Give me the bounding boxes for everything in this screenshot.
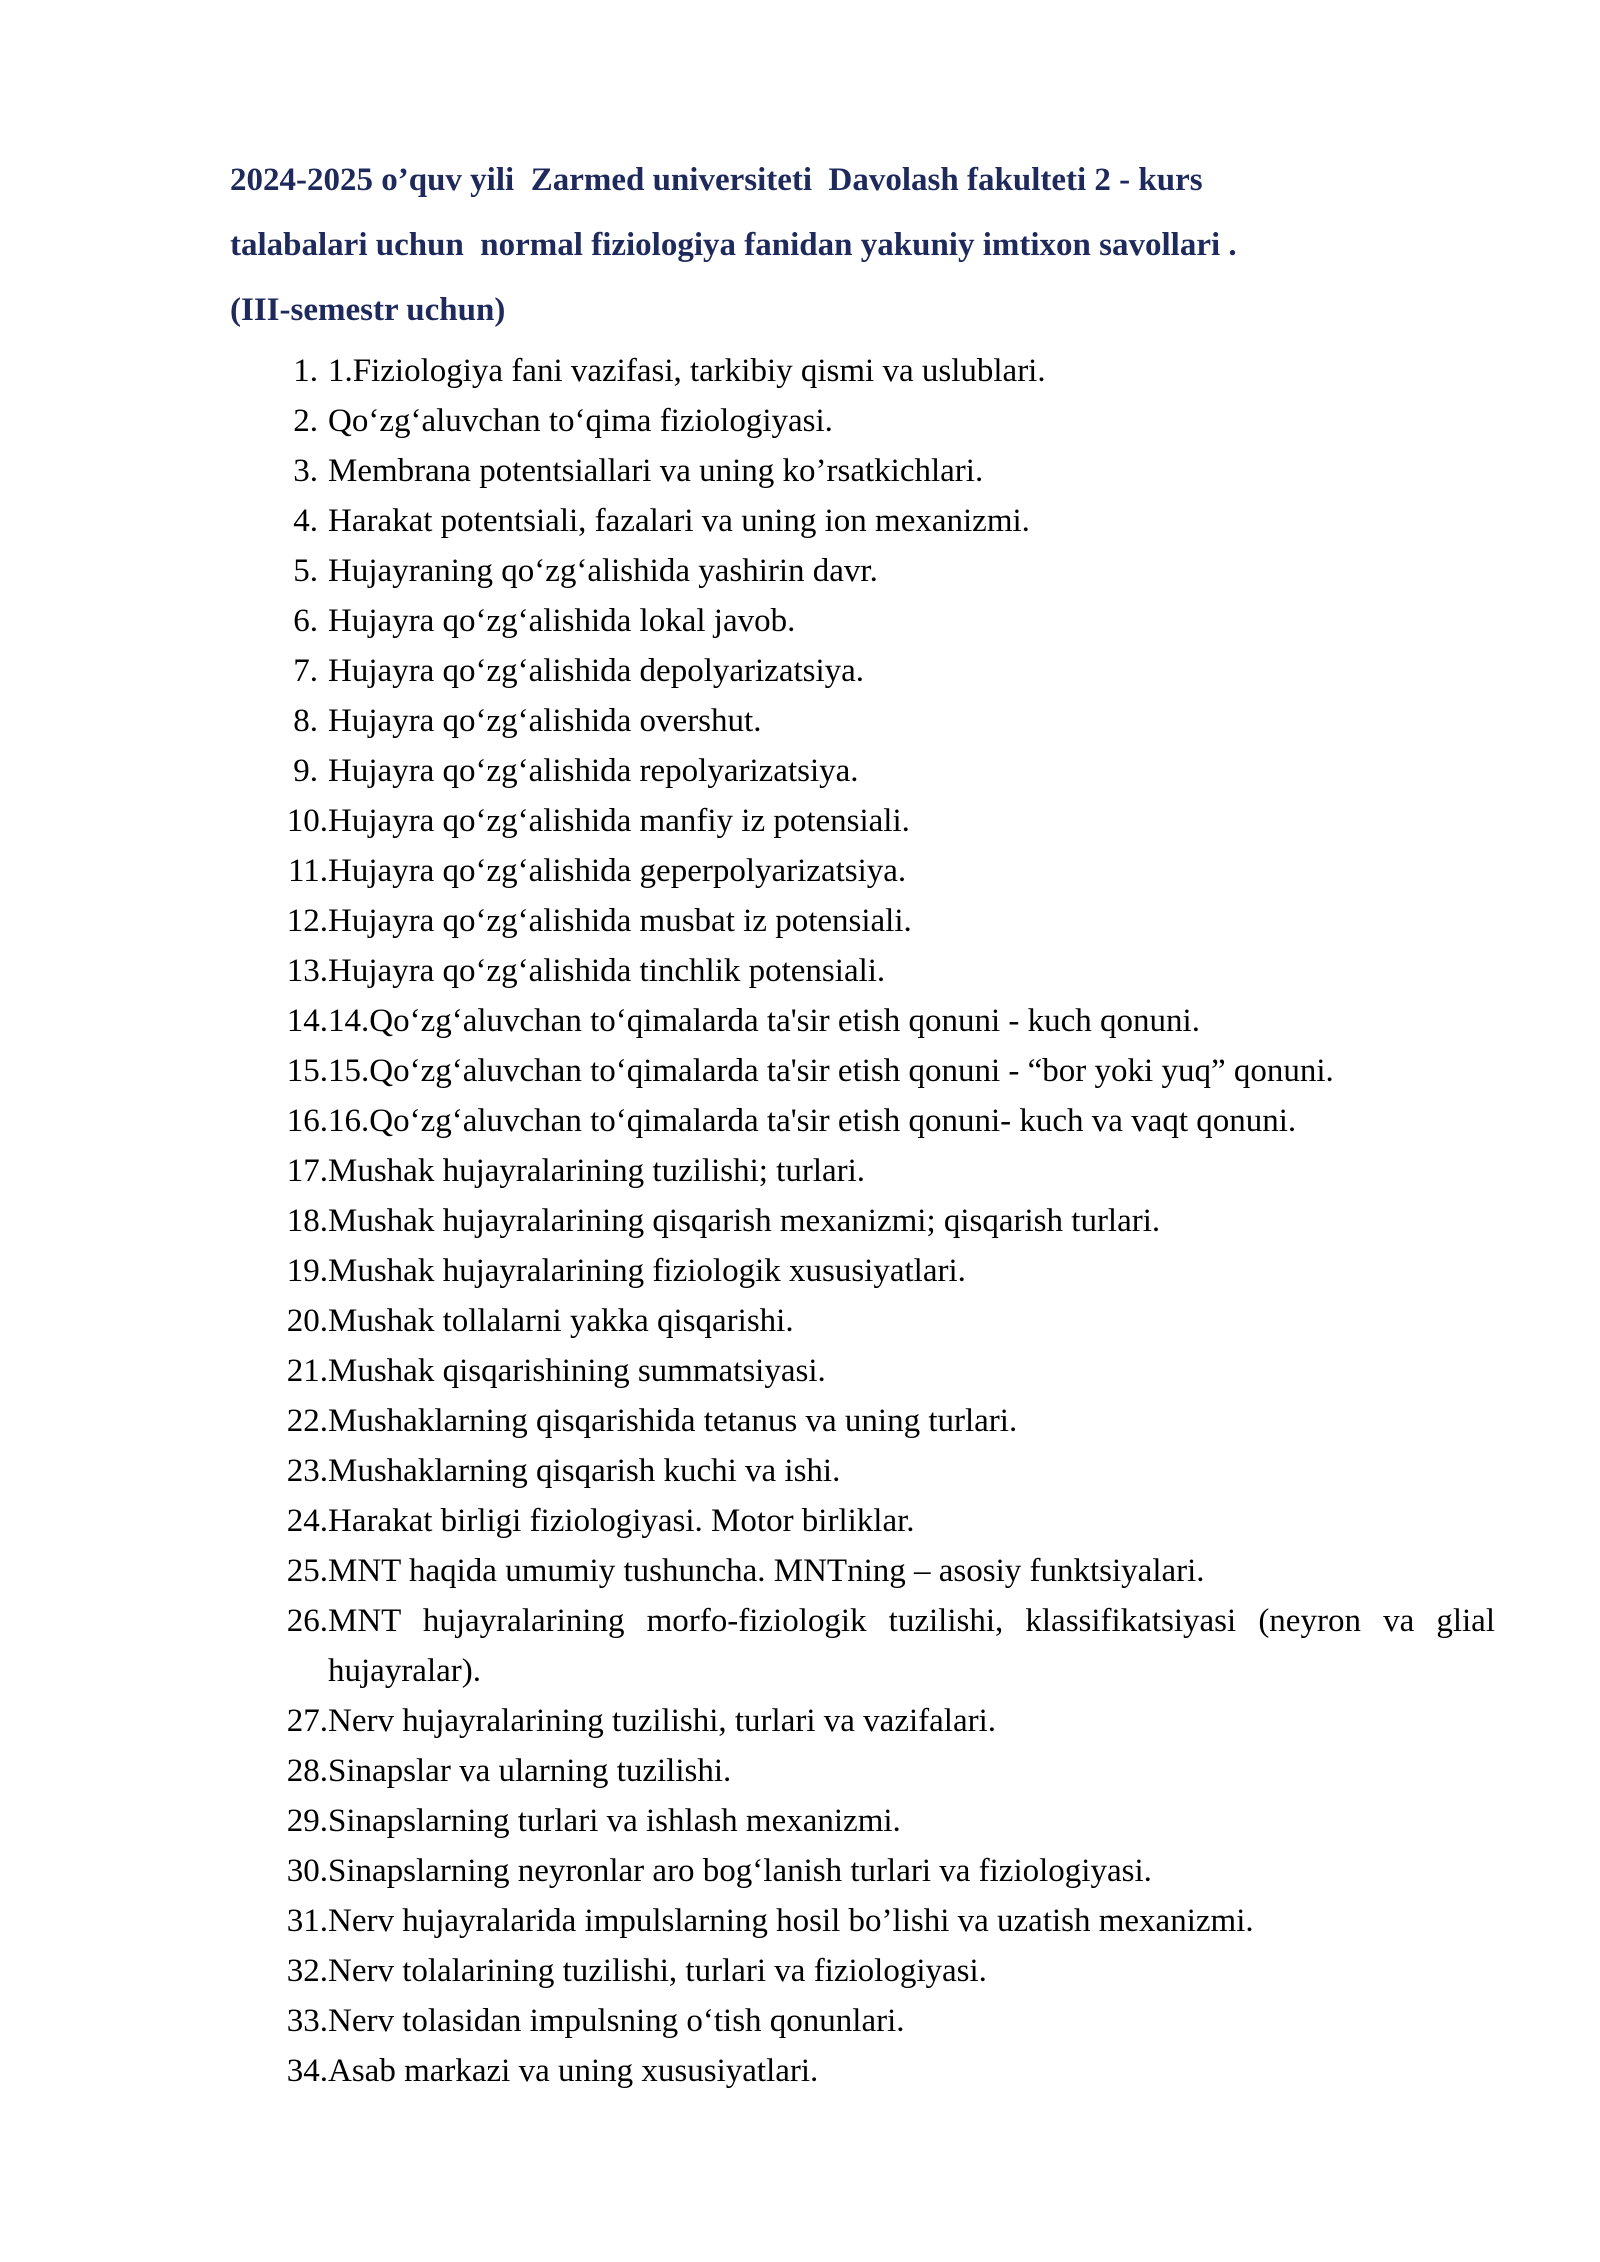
question-text: Hujayra qo‘zg‘alishida depolyarizatsiya. (328, 653, 865, 689)
question-item (230, 1746, 1495, 1796)
question-item (230, 1296, 1495, 1346)
question-number: 7. (293, 653, 318, 689)
question-number: 31. (286, 1903, 328, 1939)
question-item (230, 1046, 1495, 1096)
question-text: Mushaklarning qisqarishida tetanus va uning turlari. (328, 1403, 1018, 1439)
question-text: Nerv hujayralarining tuzilishi, turlari va vazifalari. (328, 1703, 996, 1739)
question-text: 16.Qo‘zg‘aluvchan to‘qimalarda ta'sir etish qonuni- kuch va vaqt qonuni. (328, 1103, 1297, 1139)
question-text: Qo‘zg‘aluvchan to‘qima fiziologiyasi. (328, 403, 833, 439)
question-number: 4. (293, 503, 318, 539)
question-number: 23. (286, 1453, 328, 1489)
question-number: 5. (293, 553, 318, 589)
question-number: 33. (286, 2003, 328, 2039)
question-text: Harakat birligi fiziologiyasi. Motor birliklar. (328, 1503, 915, 1539)
question-text: 1.Fiziologiya fani vazifasi, tarkibiy qismi va uslublari. (328, 353, 1046, 389)
question-item (230, 1696, 1495, 1746)
question-text: Hujayra qo‘zg‘alishida manfiy iz potensiali. (328, 803, 910, 839)
question-text: Nerv tolasidan impulsning o‘tish qonunlari. (328, 2003, 905, 2039)
question-text: Mushak qisqarishining summatsiyasi. (328, 1353, 826, 1389)
question-number: 30. (286, 1853, 328, 1889)
question-item (230, 1496, 1495, 1546)
question-text: Hujayra qo‘zg‘alishida musbat iz potensiali. (328, 903, 912, 939)
question-item (230, 796, 1495, 846)
question-number: 25. (286, 1553, 328, 1589)
question-item (230, 696, 1495, 746)
question-item (230, 1246, 1495, 1296)
question-item (230, 1096, 1495, 1146)
question-item (230, 2046, 1495, 2096)
question-item (230, 1896, 1495, 1946)
document-header (230, 148, 1480, 343)
question-text: Nerv hujayralarida impulslarning hosil bo’lishi va uzatish mexanizmi. (328, 1903, 1254, 1939)
question-number: 14. (286, 1003, 328, 1039)
question-text: Hujayra qo‘zg‘alishida repolyarizatsiya. (328, 753, 859, 789)
question-number: 13. (286, 953, 328, 989)
question-number: 3. (293, 453, 318, 489)
question-text: Mushak hujayralarining qisqarish mexanizmi; qisqarish turlari. (328, 1203, 1161, 1239)
header-line-2: talabalari uchun normal fiziologiya fanidan yakuniy imtixon savollari . (230, 227, 1237, 263)
question-text: Nerv tolalarining tuzilishi, turlari va fiziologiyasi. (328, 1953, 987, 1989)
question-text: 14.Qo‘zg‘aluvchan to‘qimalarda ta'sir etish qonuni - kuch qonuni. (328, 1003, 1200, 1039)
question-text: Sinapslarning turlari va ishlash mexanizmi. (328, 1803, 901, 1839)
question-item (230, 1796, 1495, 1846)
question-item (230, 596, 1495, 646)
question-text: Hujayra qo‘zg‘alishida lokal javob. (328, 603, 796, 639)
question-text: MNT haqida umumiy tushuncha. MNTning – asosiy funktsiyalari. (328, 1553, 1205, 1589)
question-text: Harakat potentsiali, fazalari va uning ion mexanizmi. (328, 503, 1030, 539)
question-text: Membrana potentsiallari va uning ko’rsatkichlari. (328, 453, 984, 489)
question-item (230, 1146, 1495, 1196)
question-item (230, 546, 1495, 596)
question-number: 29. (286, 1803, 328, 1839)
question-number: 24. (286, 1503, 328, 1539)
question-text: Hujayra qo‘zg‘alishida geperpolyarizatsiya. (328, 853, 907, 889)
question-number: 16. (286, 1103, 328, 1139)
question-number: 27. (286, 1703, 328, 1739)
question-item (230, 1546, 1495, 1596)
question-text: 15.Qo‘zg‘aluvchan to‘qimalarda ta'sir etish qonuni - “bor yoki yuq” qonuni. (328, 1053, 1334, 1089)
question-text: Mushaklarning qisqarish kuchi va ishi. (328, 1453, 841, 1489)
question-text: Mushak tollalarni yakka qisqarishi. (328, 1303, 794, 1339)
question-number: 32. (286, 1953, 328, 1989)
question-text: Hujayra qo‘zg‘alishida tinchlik potensiali. (328, 953, 886, 989)
question-number: 9. (293, 753, 318, 789)
question-text: MNT hujayralarining morfo-fiziologik tuzilishi, klassifikatsiyasi (neyron va glial hujayralar). (328, 1603, 1495, 1689)
question-text: Asab markazi va uning xususiyatlari. (328, 2053, 819, 2089)
question-number: 2. (293, 403, 318, 439)
question-item (230, 1596, 1495, 1696)
question-item (230, 446, 1495, 496)
question-number: 21. (286, 1353, 328, 1389)
question-number: 15. (286, 1053, 328, 1089)
question-item (230, 746, 1495, 796)
question-number: 6. (293, 603, 318, 639)
question-number: 17. (286, 1153, 328, 1189)
question-text: Hujayra qo‘zg‘alishida overshut. (328, 703, 762, 739)
question-item (230, 346, 1495, 396)
question-item (230, 996, 1495, 1046)
question-number: 8. (293, 703, 318, 739)
question-item (230, 646, 1495, 696)
question-item (230, 1396, 1495, 1446)
question-item (230, 396, 1495, 446)
question-number: 18. (286, 1203, 328, 1239)
question-number: 10. (286, 803, 328, 839)
header-line-1: 2024-2025 o’quv yili Zarmed universiteti Davolash fakulteti 2 - kurs (230, 162, 1203, 198)
question-item (230, 1996, 1495, 2046)
question-number: 22. (286, 1403, 328, 1439)
question-number: 20. (286, 1303, 328, 1339)
question-number: 34. (286, 2053, 328, 2089)
question-item (230, 846, 1495, 896)
question-text: Mushak hujayralarining fiziologik xususiyatlari. (328, 1253, 966, 1289)
question-item (230, 1196, 1495, 1246)
question-item (230, 946, 1495, 996)
header-line-3: (III-semestr uchun) (230, 292, 506, 328)
question-text: Sinapslar va ularning tuzilishi. (328, 1753, 732, 1789)
question-item (230, 1946, 1495, 1996)
question-item (230, 1346, 1495, 1396)
question-number: 1. (293, 353, 318, 389)
question-number: 11. (287, 853, 328, 889)
question-text: Mushak hujayralarining tuzilishi; turlari. (328, 1153, 866, 1189)
question-item (230, 1446, 1495, 1496)
question-number: 26. (286, 1603, 328, 1639)
question-number: 28. (286, 1753, 328, 1789)
question-list (230, 346, 1495, 2096)
question-number: 12. (286, 903, 328, 939)
question-text: Sinapslarning neyronlar aro bog‘lanish turlari va fiziologiyasi. (328, 1853, 1152, 1889)
question-number: 19. (286, 1253, 328, 1289)
question-item (230, 1846, 1495, 1896)
question-item (230, 896, 1495, 946)
question-text: Hujayraning qo‘zg‘alishida yashirin davr. (328, 553, 878, 589)
question-item (230, 496, 1495, 546)
